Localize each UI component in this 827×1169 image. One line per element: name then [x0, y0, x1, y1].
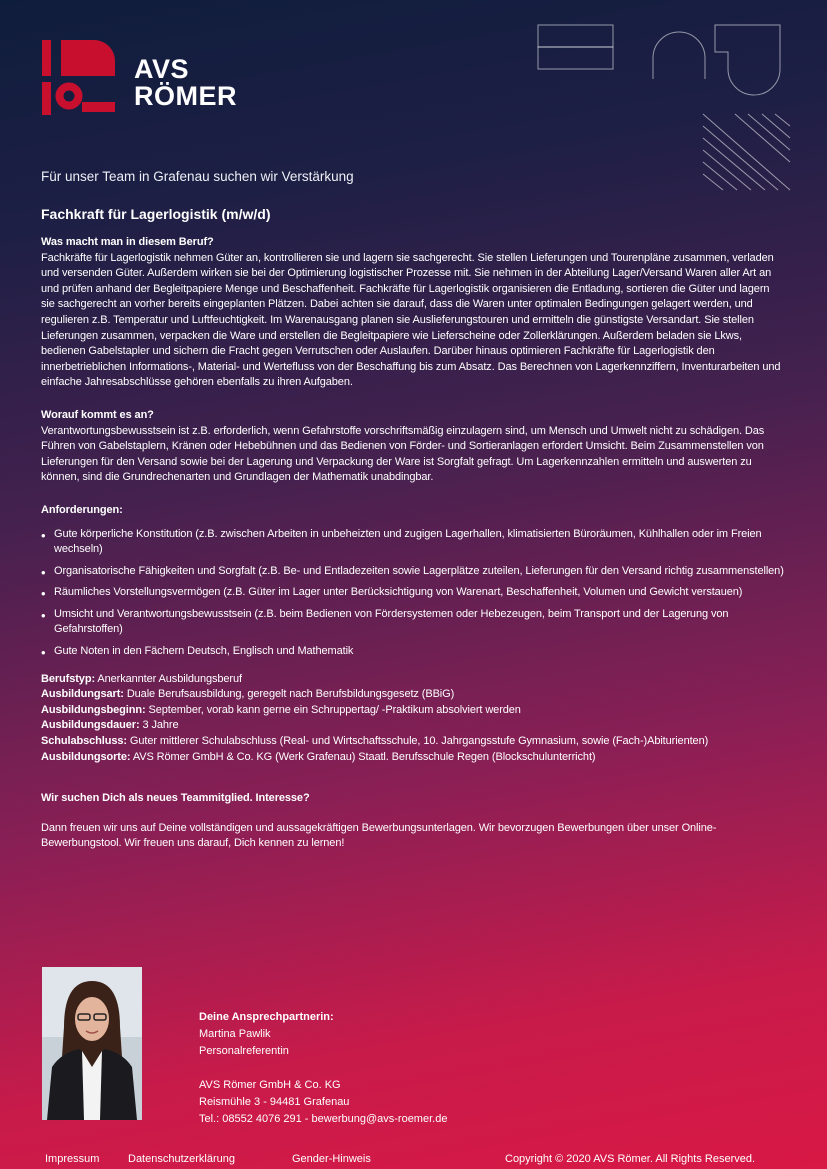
contact-address: Reismühle 3 - 94481 Grafenau — [199, 1096, 350, 1108]
brand-name — [134, 56, 237, 110]
fact-value: Guter mittlerer Schulabschluss (Real- und Wirtschaftsschule, 10. Jahrgangsstufe Gymnasium, sowie (Fach-)Abiturienten) — [129, 735, 709, 748]
job-description — [41, 235, 786, 852]
fact-value: 3 Jahre — [142, 719, 179, 732]
footer-gender-link[interactable]: Gender-Hinweis — [292, 1153, 371, 1165]
contact-block — [199, 1009, 447, 1128]
contact-photo — [42, 967, 142, 1120]
brand-line-1: AVS — [134, 54, 190, 84]
footer — [0, 1150, 827, 1169]
fact-row — [41, 718, 786, 734]
contact-heading: Deine Ansprechpartnerin: — [199, 1011, 334, 1023]
closing-text: Dann freuen wir uns auf Deine vollständigen und aussagekräftigen Bewerbungsunterlagen. Wir bevorzugen Bewerbungen über unser Online-Bewerbungstool. Wir freuen uns darauf, Dich kennen zu lernen! — [41, 821, 717, 850]
contact-phone-email[interactable]: Tel.: 08552 4076 291 - bewerbung@avs-roemer.de — [199, 1113, 448, 1125]
requirement-item: • Organisatorische Fähigkeiten und Sorgfalt (z.B. Be- und Entladezeiten sowie Lagerplätze zuteilen, Lieferungen für den Versand richtig zusammenstellen) — [41, 564, 786, 580]
fact-value: Anerkannter Ausbildungsberuf — [97, 672, 242, 685]
contact-role: Personalreferentin — [199, 1045, 289, 1057]
fact-label: Ausbildungsdauer: — [41, 719, 140, 732]
fact-label: Ausbildungsart: — [41, 688, 124, 701]
intro-text: Für unser Team in Grafenau suchen wir Verstärkung — [41, 169, 354, 184]
fact-label: Berufstyp: — [41, 672, 96, 685]
requirements-heading: Anforderungen: — [41, 503, 123, 516]
fact-row — [41, 687, 786, 703]
requirement-item: • Gute Noten in den Fächern Deutsch, Englisch und Mathematik — [41, 644, 786, 660]
requirement-item: • Gute körperliche Konstitution (z.B. zwischen Arbeiten in unbeheizten und zugigen Lagerhallen, klimatisierten Büroräumen, Kühlhallen oder im Freien wechseln) — [41, 527, 786, 558]
requirement-item: • Umsicht und Verantwortungsbewusstsein (z.B. beim Bedienen von Fördersystemen oder Hebezeugen, beim Transport und der Lagerung von Gefahrstoffen) — [41, 607, 786, 638]
fact-row — [41, 750, 786, 766]
requirements-list — [41, 527, 786, 660]
fact-value: Duale Berufsausbildung, geregelt nach Berufsbildungsgesetz (BBiG) — [126, 688, 455, 701]
fact-label: Schulabschluss: — [41, 735, 127, 748]
fact-label: Ausbildungsorte: — [41, 750, 131, 763]
section-heading-tasks: Was macht man in diesem Beruf? — [41, 236, 214, 248]
brand-line-2: RÖMER — [134, 81, 237, 111]
fact-value: September, vorab kann gerne ein Schruppertag/ -Praktikum absolviert werden — [148, 703, 521, 716]
teaser-heading: Wir suchen Dich als neues Teammitglied. Interesse? — [41, 792, 310, 805]
contact-name: Martina Pawlik — [199, 1028, 271, 1040]
facts-list — [41, 672, 786, 766]
section-body-skills: Verantwortungsbewusstsein ist z.B. erforderlich, wenn Gefahrstoffe vorschriftsmäßig einzulagern sind, um Mensch und Umwelt nicht zu schädigen. Das Führen von Gabelstaplern, Kränen oder Hebebühnen und das Bedienen von Förder- und Sortieranlagen erfordert Umsicht. Beim Zusammenstellen von Lieferungen für den Versand sowie bei der Lagerung und Verpackung der Ware ist Sorgfalt gefragt. Um Lagerkennzahlen ermitteln und auswerten zu können, sind die Grundrechenarten und Grundlagen der Mathematik unabdingbar. — [41, 424, 765, 484]
fact-row — [41, 734, 786, 750]
requirement-item: • Räumliches Vorstellungsvermögen (z.B. Güter im Lager unter Berücksichtigung von Warenart, Beschaffenheit, Volumen und Gewicht verstauen) — [41, 585, 786, 601]
footer-imprint-link[interactable]: Impressum — [45, 1153, 100, 1165]
footer-copyright: Copyright © 2020 AVS Römer. All Rights Reserved. — [505, 1153, 756, 1165]
job-title: Fachkraft für Lagerlogistik (m/w/d) — [41, 206, 271, 222]
fact-value: AVS Römer GmbH & Co. KG (Werk Grafenau) Staatl. Berufsschule Regen (Blockschulunterricht) — [132, 750, 596, 763]
fact-row — [41, 672, 786, 688]
section-body-tasks: Fachkräfte für Lagerlogistik nehmen Güter an, kontrollieren sie und lagern sie sachgerecht. Sie stellen Lieferungen und Tourenpläne zusammen, verladen und versenden Güter. Außerdem wirken sie bei der Optimierung logistischer Prozesse mit. Sie nehmen in der Abteilung Lager/Versand Waren aller Art an und prüfen anhand der Begleitpapiere Menge und Beschaffenheit. Fachkräfte für Lagerlogistik organisieren die Entladung, sortieren die Güter und lagern sie sachgerecht an vorher bereits eingeplanten Plätzen. Dabei achten sie darauf, dass die Waren unter optimalen Bedingungen gelagert werden, und regulieren z.B. Temperatur und Luftfeuchtigkeit. Im Warenausgang planen sie Auslieferungstouren und ermitteln die günstigste Versandart. Sie stellen Lieferungen zusammen, verpacken die Ware und erstellen die Begleitpapiere wie Lieferscheine oder Zollerklärungen. Außerdem beladen sie Lkws, bedienen Gabelstapler und sichern die Fracht gegen Verrutschen oder Auslaufen. Darüber hinaus optimieren Fachkräfte für Lagerlogistik den innerbetrieblichen Informations-, Material- und Wertefluss von der Beschaffung bis zum Absatz. Das Berechnen von Lagerkennziffern, Inventurarbeiten und einfache Jahresabschlüsse gehören ebenfalls zu ihren Aufgaben. — [41, 251, 781, 389]
section-heading-skills: Worauf kommt es an? — [41, 408, 154, 421]
decorative-outline-graphic — [535, 22, 795, 197]
fact-row — [41, 703, 786, 719]
fact-label: Ausbildungsbeginn: — [41, 703, 146, 716]
contact-company: AVS Römer GmbH & Co. KG — [199, 1079, 341, 1091]
footer-privacy-link[interactable]: Datenschutzerklärung — [128, 1153, 236, 1165]
